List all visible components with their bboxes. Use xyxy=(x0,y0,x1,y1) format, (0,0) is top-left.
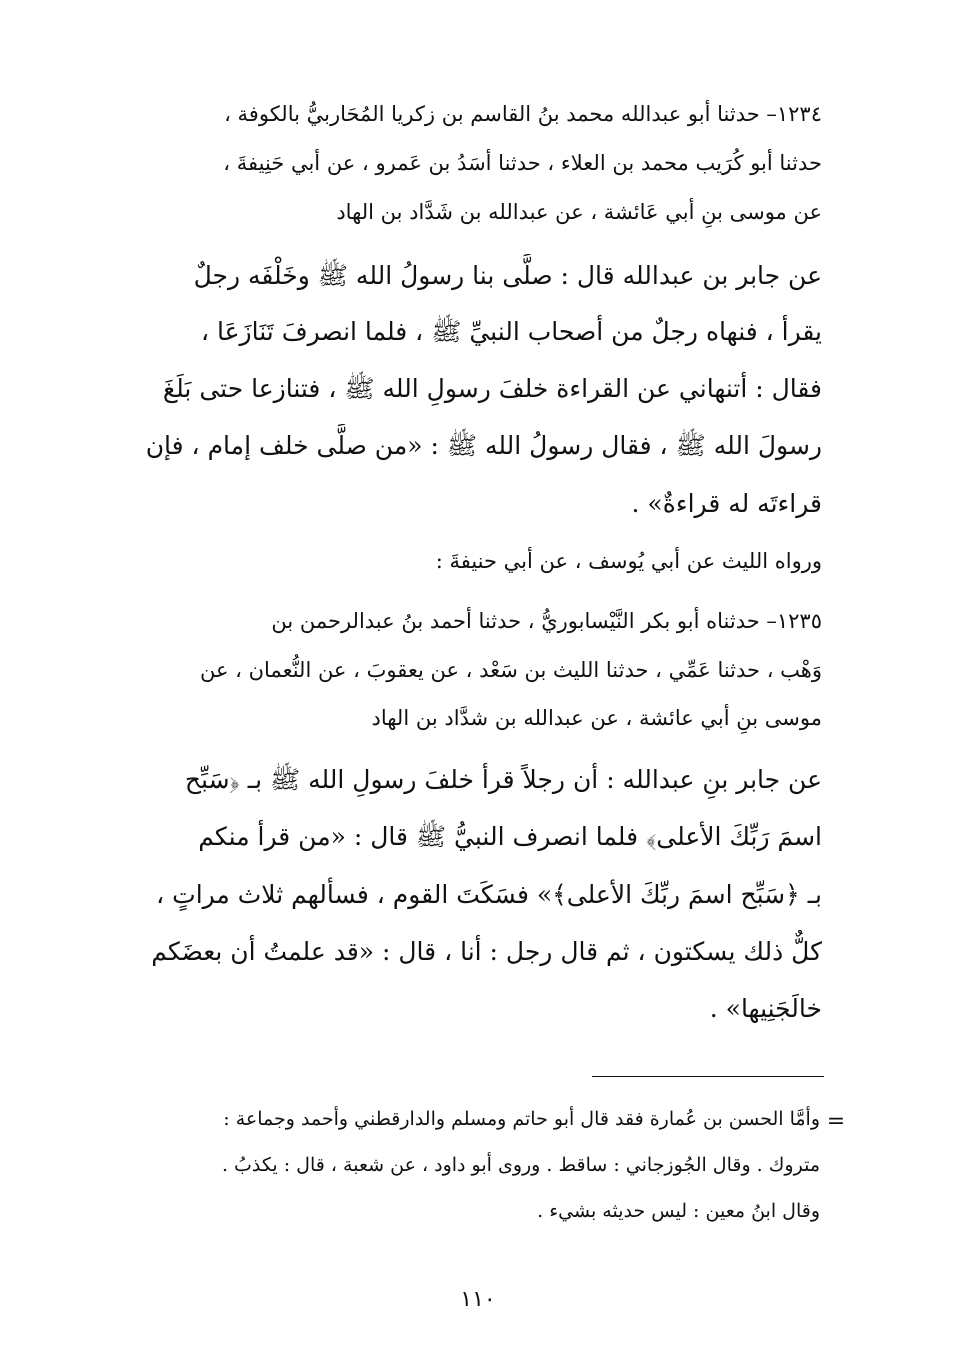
hadith-1234-chain-line-3: عن موسى بنِ أبي عَائشة ، عن عبدالله بن شَدَّاد بن الهاد xyxy=(336,200,822,224)
hadith-1234-text-line-3: فقال : أتنهاني عن القراءة خلفَ رسولِ الله ﷺ ، فتنازعا حتى بَلَغَ xyxy=(162,374,822,403)
hadith-1234-text-line-1: عن جابر بن عبدالله قال : صلَّى بنا رسولُ الله ﷺ وخَلْفَه رجلٌ xyxy=(193,261,822,290)
footnote-line-1: وأمَّا الحسن بن عُمارة فقد قال أبو حاتم ومسلم والدارقطني وأحمد وجماعة : xyxy=(223,1108,820,1130)
hadith-1234-text-line-2: يقرأ ، فنهاه رجلٌ من أصحاب النبيِّ ﷺ ، فلما انصرفَ تَنَازَعَا ، xyxy=(201,317,822,346)
hadith-1234-chain-line-1: ١٢٣٤– حدثنا أبو عبدالله محمد بنُ القاسم بن زكريا المُحَاربيُّ بالكوفة ، xyxy=(224,102,822,126)
hadith-1235-chain-line-1: ١٢٣٥– حدثناه أبو بكر النَّيْسابوريُّ ، حدثنا أحمد بنُ عبدالرحمن بن xyxy=(271,609,822,633)
page-number: ١١٠ xyxy=(460,1287,496,1312)
hadith-1235-chain-line-2: وَهْب ، حدثنا عَمِّي ، حدثنا الليث بن سَعْد ، عن يعقوبَ ، عن النُّعمان ، عن xyxy=(199,658,822,682)
footnote-continuation-marker: = xyxy=(826,1109,846,1134)
footnote-line-3: وقال ابنُ معين : ليس حديثه بشيء . xyxy=(537,1200,820,1222)
hadith-1234-chain-line-2: حدثنا أبو كُرَيب محمد بن العلاء ، حدثنا أسَدُ بن عَمرو ، عن أبي حَنِيفةَ ، xyxy=(223,151,822,175)
hadith-1235-text-line-1: عن جابر بنِ عبدالله : أن رجلاً قرأ خلفَ رسولِ الله ﷺ بـ ﴿سَبِّح xyxy=(184,765,822,794)
hadith-1234-text-line-5: قراءتَه له قراءةٌ» . xyxy=(631,489,822,518)
hadith-1235-chain-line-3: موسى بنِ أبي عائشة ، عن عبدالله بن شدَّاد بن الهاد xyxy=(371,706,822,730)
footnote-line-2: متروك . وقال الجُوزجاني : ساقط . وروى أبو داود ، عن شعبة ، قال : يكذبُ . xyxy=(221,1154,820,1176)
hadith-1234-text-line-4: رسولَ الله ﷺ ، فقال رسولُ الله ﷺ : «من صلَّى خلف إمام ، فإن xyxy=(145,431,822,460)
hadith-1235-text-line-5: خالَجَنِيها» . xyxy=(709,994,822,1023)
hadith-1235-text-line-3: بـ ﴿سَبِّح اسمَ ربِّكَ الأعلى﴾» فسَكَتَ القوم ، فسألهم ثلاث مراتٍ ، xyxy=(156,880,822,909)
hadith-1235-text-line-4: كلٌّ ذلك يسكتون ، ثم قال رجل : أنا ، قال : «قد علمتُ أن بعضَكم xyxy=(151,937,822,966)
hadith-1235-text-line-2: اسمَ رَبِّكَ الأعلى﴾ فلما انصرف النبيُّ ﷺ قال : «من قرأ منكم xyxy=(198,822,822,851)
transmission-note: ورواه الليث عن أبي يُوسف ، عن أبي حنيفةَ : xyxy=(435,549,822,573)
footnote-separator xyxy=(592,1076,824,1077)
